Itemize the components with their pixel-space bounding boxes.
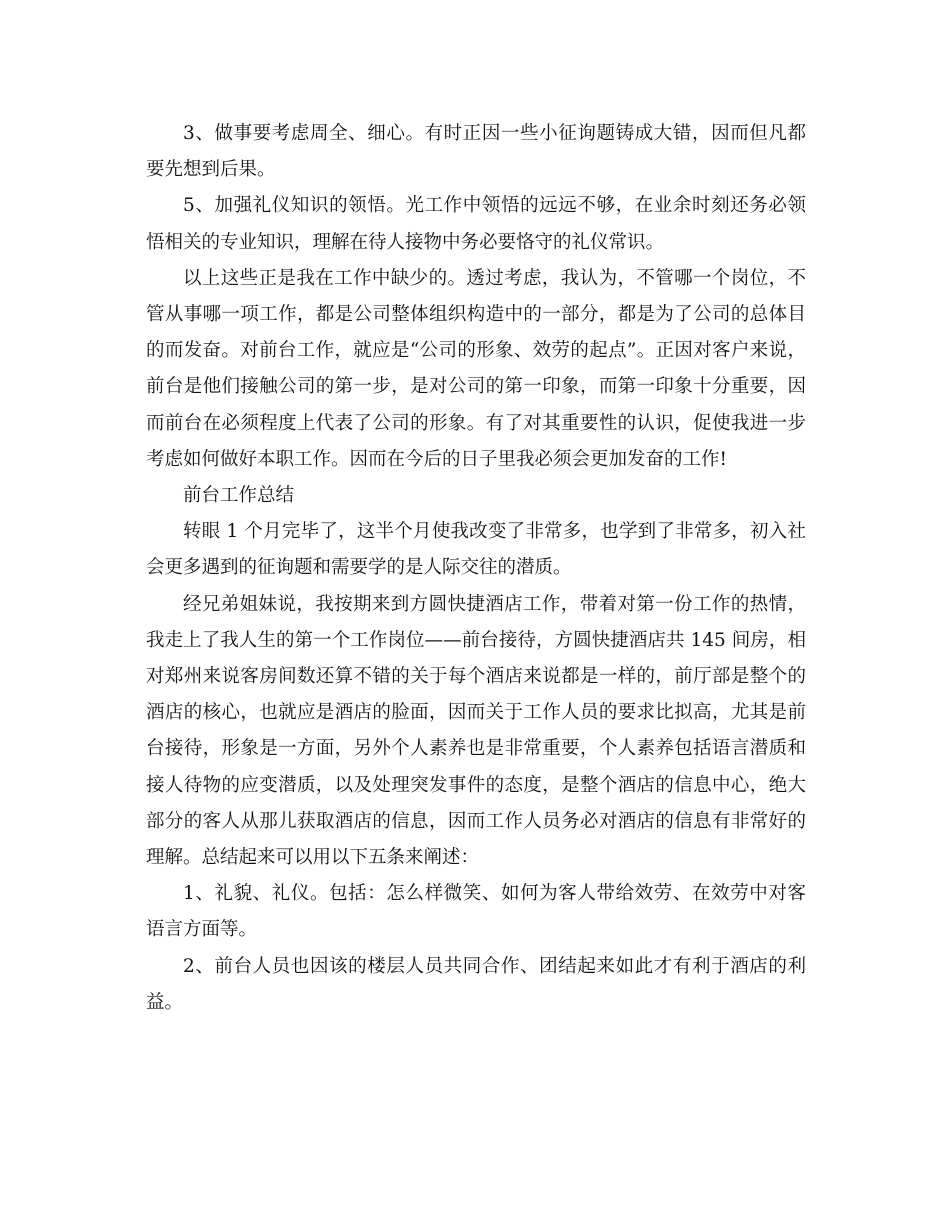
paragraph-3 <box>146 116 806 188</box>
text-line: 理解。总结起来可以用以下五条来阐述： <box>146 847 480 869</box>
paragraph-hotel <box>146 587 806 877</box>
text-line: 1、礼貌、礼仪。包括：怎么样微笑、如何为客人带给效劳、在效劳中对客 <box>183 883 806 905</box>
text-line: 考虑如何做好本职工作。因而在今后的日子里我必须会更加发奋的工作! <box>146 448 727 470</box>
paragraph-1 <box>146 876 806 948</box>
text-line: 转眼 1 个月完毕了，这半个月使我改变了非常多，也学到了非常多，初入社 <box>183 521 806 543</box>
paragraph-5 <box>146 188 806 260</box>
text-line: 管从事哪一项工作，都是公司整体组织构造中的一部分，都是为了公司的总体目 <box>146 304 806 326</box>
text-line: 前台是他们接触公司的第一步，是对公司的第一印象，而第一印象十分重要，因 <box>146 376 806 398</box>
document-body <box>146 116 806 1021</box>
text-line: 益。 <box>146 991 184 1013</box>
text-line: 悟相关的专业知识，理解在待人接物中务必要恪守的礼仪常识。 <box>146 231 665 253</box>
text-line: 3、做事要考虑周全、细心。有时正因一些小征询题铸成大错，因而但凡都 <box>183 123 806 144</box>
text-line: 会更多遇到的征询题和需要学的是人际交往的潜质。 <box>146 557 572 579</box>
section-title: 前台工作总结 <box>183 485 295 507</box>
text-line: 5、加强礼仪知识的领悟。光工作中领悟的远远不够，在业余时刻还务必领 <box>183 195 806 217</box>
text-line: 要先想到后果。 <box>146 159 276 181</box>
text-line: 对郑州来说客房间数还算不错的关于每个酒店来说都是一样的，前厅部是整个的 <box>146 666 806 688</box>
text-line: 以上这些正是我在工作中缺少的。透过考虑，我认为，不管哪一个岗位，不 <box>183 267 806 289</box>
text-line: 而前台在必须程度上代表了公司的形象。有了对其重要性的认识，促使我进一步 <box>146 412 806 434</box>
text-line: 接人待物的应变潜质，以及处理突发事件的态度，是整个酒店的信息中心，绝大 <box>146 774 806 796</box>
text-line: 经兄弟姐妹说，我按期来到方圆快捷酒店工作，带着对第一份工作的热情， <box>183 593 806 615</box>
text-line: 2、前台人员也因该的楼层人员共同合作、团结起来如此才有利于酒店的利 <box>183 955 806 977</box>
text-line: 部分的客人从那儿获取酒店的信息，因而工作人员务必对酒店的信息有非常好的 <box>146 810 806 832</box>
text-line: 酒店的核心，也就应是酒店的脸面，因而关于工作人员的要求比拟高，尤其是前 <box>146 702 806 724</box>
paragraph-intro <box>146 514 806 586</box>
text-line: 台接待，形象是一方面，另外个人素养也是非常重要，个人素养包括语言潜质和 <box>146 738 806 760</box>
paragraph-reflection <box>146 261 806 478</box>
text-line: 的而发奋。对前台工作，就应是“公司的形象、效劳的起点”。正因对客户来说， <box>146 340 806 362</box>
paragraph-2 <box>146 949 806 1021</box>
text-line: 语言方面等。 <box>146 919 258 941</box>
section-heading <box>146 478 806 514</box>
text-line: 我走上了我人生的第一个工作岗位——前台接待，方圆快捷酒店共 145 间房，相 <box>146 629 806 651</box>
